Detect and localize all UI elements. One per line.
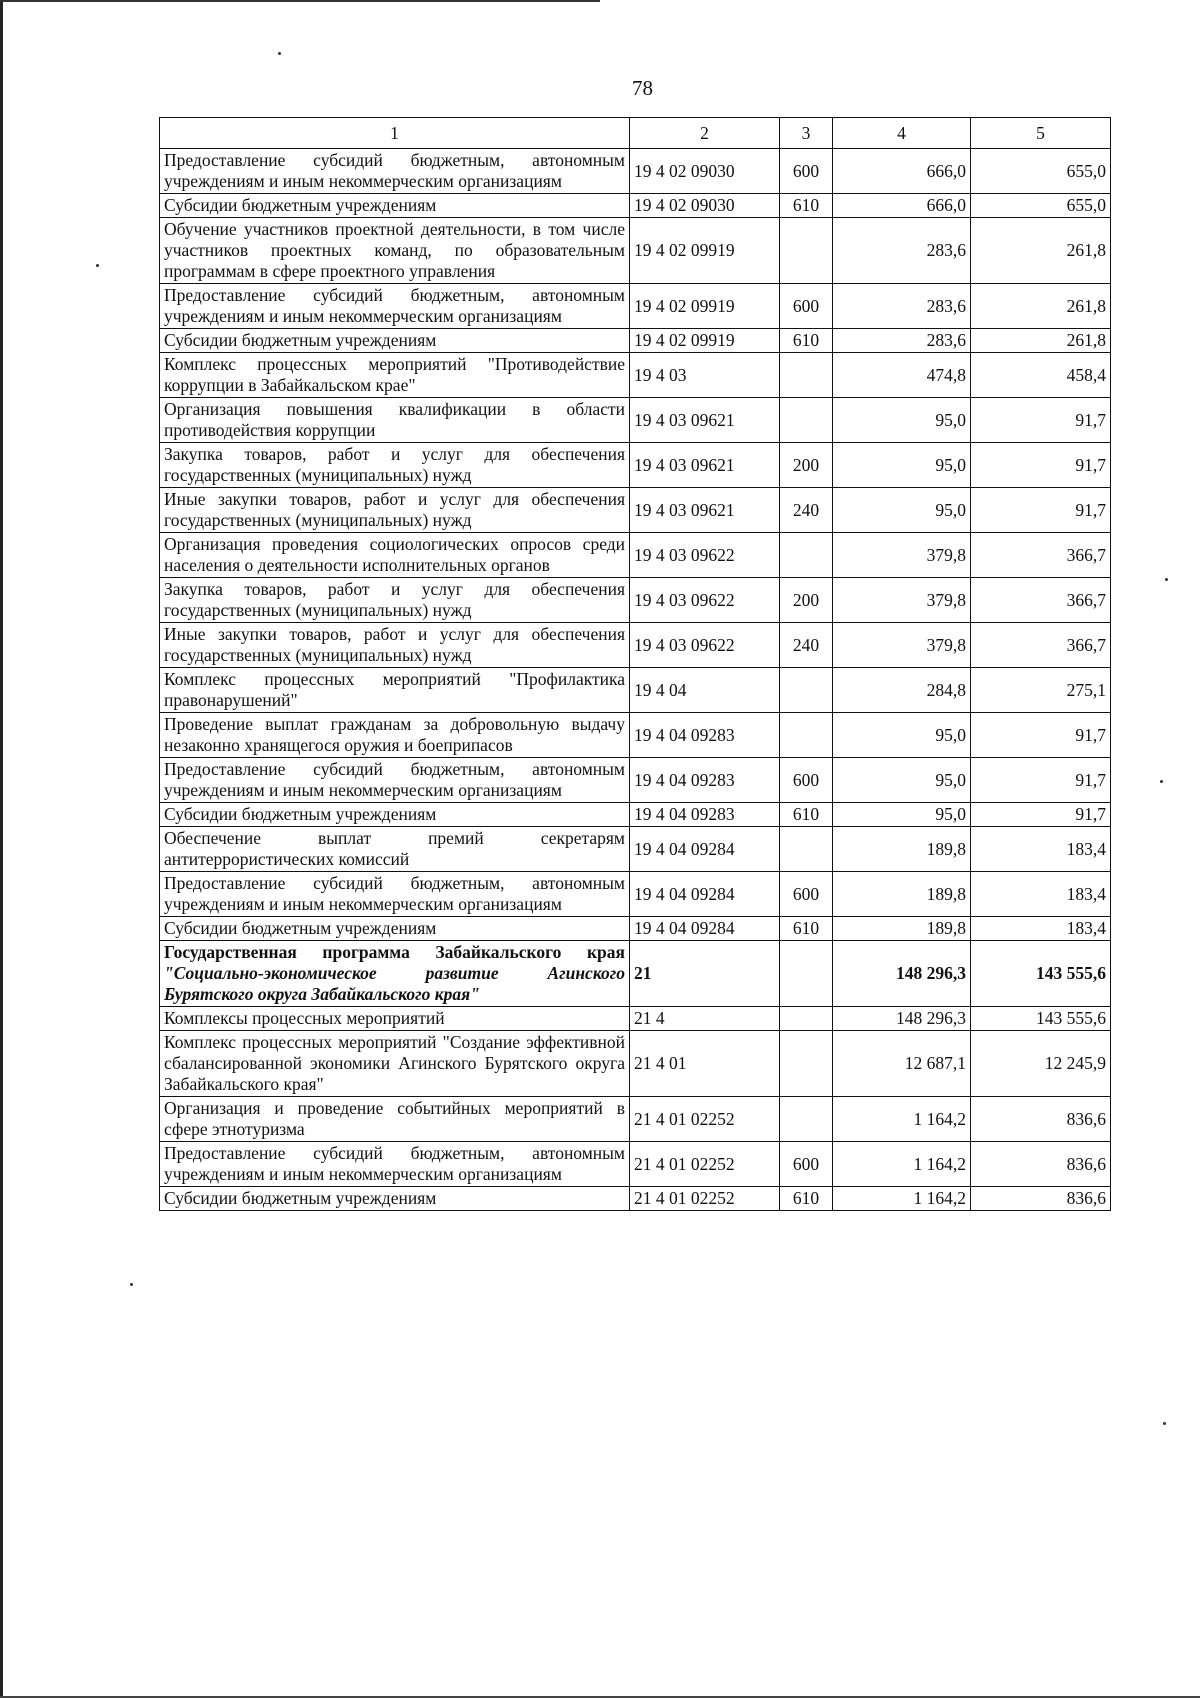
table-row	[160, 1142, 1111, 1187]
row-code-cell: 19 4 02 09030	[630, 149, 780, 194]
row-name-cell: Закупка товаров, работ и услуг для обеспечения государственных (муниципальных) нужд	[160, 443, 630, 488]
row-code-cell: 21 4 01 02252	[630, 1142, 780, 1187]
header-col-2: 2	[630, 118, 780, 149]
row-expense-type-cell	[780, 668, 833, 713]
row-value-col4-cell: 95,0	[833, 488, 971, 533]
table-row	[160, 917, 1111, 941]
row-code-cell: 21 4 01 02252	[630, 1187, 780, 1211]
row-code-cell: 21 4 01	[630, 1031, 780, 1097]
table-row	[160, 668, 1111, 713]
table-row	[160, 398, 1111, 443]
row-name-cell: Субсидии бюджетным учреждениям	[160, 329, 630, 353]
row-code-cell: 19 4 03 09622	[630, 533, 780, 578]
row-code-cell: 19 4 04 09284	[630, 827, 780, 872]
row-code-cell: 21 4 01 02252	[630, 1097, 780, 1142]
scan-speck	[1163, 1422, 1166, 1425]
budget-table	[159, 117, 1111, 1211]
row-value-col5-cell: 458,4	[971, 353, 1111, 398]
row-name-cell: Комплекс процессных мероприятий "Создание эффективной сбалансированной экономики Агинского Бурятского округа Забайкальского края"	[160, 1031, 630, 1097]
row-value-col4-cell: 95,0	[833, 713, 971, 758]
row-name-cell: Предоставление субсидий бюджетным, автономным учреждениям и иным некоммерческим организациям	[160, 149, 630, 194]
row-expense-type-cell: 200	[780, 443, 833, 488]
row-value-col4-cell: 283,6	[833, 218, 971, 284]
table-body	[160, 149, 1111, 1211]
row-expense-type-cell	[780, 827, 833, 872]
row-value-col4-cell: 95,0	[833, 443, 971, 488]
row-value-col5-cell: 366,7	[971, 533, 1111, 578]
row-value-col4-cell: 189,8	[833, 872, 971, 917]
row-expense-type-cell: 610	[780, 917, 833, 941]
row-name-cell: Субсидии бюджетным учреждениям	[160, 917, 630, 941]
row-name-cell: Комплекс процессных мероприятий "Профилактика правонарушений"	[160, 668, 630, 713]
row-name-cell: Организация проведения социологических опросов среди населения о деятельности исполнительных органов	[160, 533, 630, 578]
row-expense-type-cell	[780, 398, 833, 443]
row-value-col4-cell: 1 164,2	[833, 1142, 971, 1187]
row-value-col5-cell: 183,4	[971, 872, 1111, 917]
row-name-cell: Проведение выплат гражданам за добровольную выдачу незаконно хранящегося оружия и боеприпасов	[160, 713, 630, 758]
table-row	[160, 758, 1111, 803]
row-expense-type-cell: 240	[780, 623, 833, 668]
table-row	[160, 827, 1111, 872]
row-value-col5-cell: 836,6	[971, 1097, 1111, 1142]
table-row	[160, 623, 1111, 668]
row-code-cell: 19 4 03 09622	[630, 623, 780, 668]
table-row	[160, 488, 1111, 533]
row-value-col5-cell: 183,4	[971, 917, 1111, 941]
row-value-col4-cell: 379,8	[833, 533, 971, 578]
row-expense-type-cell	[780, 533, 833, 578]
row-value-col5-cell: 366,7	[971, 623, 1111, 668]
row-value-col5-cell: 91,7	[971, 488, 1111, 533]
table-row	[160, 1187, 1111, 1211]
row-expense-type-cell: 610	[780, 329, 833, 353]
row-name-cell: Предоставление субсидий бюджетным, автономным учреждениям и иным некоммерческим организациям	[160, 758, 630, 803]
row-value-col5-cell: 836,6	[971, 1187, 1111, 1211]
scan-speck	[130, 1283, 133, 1286]
row-expense-type-cell: 600	[780, 149, 833, 194]
header-row	[160, 118, 1111, 149]
row-value-col4-cell: 95,0	[833, 398, 971, 443]
row-value-col5-cell: 91,7	[971, 443, 1111, 488]
row-expense-type-cell: 600	[780, 1142, 833, 1187]
page-number: 78	[632, 76, 653, 100]
row-name-cell: Субсидии бюджетным учреждениям	[160, 194, 630, 218]
scan-speck	[96, 264, 99, 267]
row-value-col4-cell: 189,8	[833, 827, 971, 872]
row-expense-type-cell: 600	[780, 284, 833, 329]
row-expense-type-cell	[780, 1097, 833, 1142]
row-name-cell: Комплексы процессных мероприятий	[160, 1007, 630, 1031]
row-value-col4-cell: 284,8	[833, 668, 971, 713]
row-name-cell: Предоставление субсидий бюджетным, автономным учреждениям и иным некоммерческим организациям	[160, 872, 630, 917]
row-value-col4-cell: 283,6	[833, 329, 971, 353]
row-value-col5-cell: 91,7	[971, 758, 1111, 803]
row-code-cell: 19 4 03 09621	[630, 488, 780, 533]
row-expense-type-cell: 600	[780, 872, 833, 917]
row-value-col4-cell: 95,0	[833, 758, 971, 803]
table-row	[160, 194, 1111, 218]
header-col-3: 3	[780, 118, 833, 149]
row-name-cell: Организация и проведение событийных мероприятий в сфере этнотуризма	[160, 1097, 630, 1142]
row-expense-type-cell: 200	[780, 578, 833, 623]
table-row	[160, 578, 1111, 623]
row-value-col4-cell: 12 687,1	[833, 1031, 971, 1097]
table-row	[160, 713, 1111, 758]
row-value-col5-cell: 655,0	[971, 194, 1111, 218]
row-code-cell: 19 4 04 09283	[630, 713, 780, 758]
row-code-cell: 19 4 02 09919	[630, 218, 780, 284]
row-code-cell: 19 4 03 09622	[630, 578, 780, 623]
row-value-col5-cell: 91,7	[971, 398, 1111, 443]
row-name-cell: Субсидии бюджетным учреждениям	[160, 1187, 630, 1211]
row-code-cell: 19 4 04 09284	[630, 917, 780, 941]
row-value-col5-cell: 261,8	[971, 218, 1111, 284]
table-row	[160, 872, 1111, 917]
row-code-cell: 19 4 04	[630, 668, 780, 713]
row-code-cell: 19 4 03 09621	[630, 398, 780, 443]
row-value-col4-cell: 95,0	[833, 803, 971, 827]
table-row	[160, 353, 1111, 398]
row-name-cell: Закупка товаров, работ и услуг для обеспечения государственных (муниципальных) нужд	[160, 578, 630, 623]
row-name-cell: Иные закупки товаров, работ и услуг для обеспечения государственных (муниципальных) нужд	[160, 488, 630, 533]
row-value-col4-cell: 666,0	[833, 149, 971, 194]
row-expense-type-cell: 610	[780, 803, 833, 827]
row-name-cell: Обучение участников проектной деятельности, в том числе участников проектных команд, по образовательным программам в сфере проектного управления	[160, 218, 630, 284]
row-name-cell: Предоставление субсидий бюджетным, автономным учреждениям и иным некоммерческим организациям	[160, 284, 630, 329]
table-row	[160, 218, 1111, 284]
row-value-col5-cell: 261,8	[971, 329, 1111, 353]
table-row	[160, 1007, 1111, 1031]
row-value-col4-cell: 189,8	[833, 917, 971, 941]
row-value-col5-cell: 91,7	[971, 713, 1111, 758]
row-value-col4-cell: 148 296,3	[833, 941, 971, 1007]
row-code-cell: 19 4 02 09030	[630, 194, 780, 218]
row-name-cell: Комплекс процессных мероприятий "Противодействие коррупции в Забайкальском крае"	[160, 353, 630, 398]
row-value-col5-cell: 143 555,6	[971, 941, 1111, 1007]
row-code-cell: 19 4 03	[630, 353, 780, 398]
row-expense-type-cell	[780, 1031, 833, 1097]
row-value-col4-cell: 1 164,2	[833, 1187, 971, 1211]
row-value-col4-cell: 148 296,3	[833, 1007, 971, 1031]
row-expense-type-cell	[780, 1007, 833, 1031]
row-name-cell: Государственная программа Забайкальского края "Социально-экономическое развитие Агинского Бурятского округа Забайкальского края"	[160, 941, 630, 1007]
row-name-cell: Обеспечение выплат премий секретарям антитеррористических комиссий	[160, 827, 630, 872]
table-row	[160, 284, 1111, 329]
table-row	[160, 941, 1111, 1007]
header-col-5: 5	[971, 118, 1111, 149]
row-value-col5-cell: 143 555,6	[971, 1007, 1111, 1031]
row-expense-type-cell	[780, 941, 833, 1007]
row-code-cell: 19 4 02 09919	[630, 329, 780, 353]
scan-speck	[278, 52, 281, 55]
table-row	[160, 1097, 1111, 1142]
row-name-cell: Организация повышения квалификации в области противодействия коррупции	[160, 398, 630, 443]
scan-speck	[1165, 578, 1168, 581]
row-value-col4-cell: 283,6	[833, 284, 971, 329]
scan-speck	[1160, 780, 1163, 783]
row-value-col5-cell: 836,6	[971, 1142, 1111, 1187]
header-col-4: 4	[833, 118, 971, 149]
scan-left-edge	[0, 0, 3, 1698]
row-name-cell: Предоставление субсидий бюджетным, автономным учреждениям и иным некоммерческим организациям	[160, 1142, 630, 1187]
row-value-col5-cell: 366,7	[971, 578, 1111, 623]
row-value-col4-cell: 379,8	[833, 578, 971, 623]
table-row	[160, 149, 1111, 194]
row-value-col5-cell: 91,7	[971, 803, 1111, 827]
table-row	[160, 803, 1111, 827]
row-value-col5-cell: 275,1	[971, 668, 1111, 713]
row-expense-type-cell: 610	[780, 194, 833, 218]
row-expense-type-cell	[780, 353, 833, 398]
row-name-cell: Субсидии бюджетным учреждениям	[160, 803, 630, 827]
row-value-col4-cell: 379,8	[833, 623, 971, 668]
row-value-col4-cell: 666,0	[833, 194, 971, 218]
row-code-cell: 19 4 03 09621	[630, 443, 780, 488]
table-row	[160, 1031, 1111, 1097]
row-code-cell: 21	[630, 941, 780, 1007]
row-code-cell: 19 4 02 09919	[630, 284, 780, 329]
row-code-cell: 21 4	[630, 1007, 780, 1031]
row-code-cell: 19 4 04 09284	[630, 872, 780, 917]
header-col-1: 1	[160, 118, 630, 149]
table-row	[160, 533, 1111, 578]
table-row	[160, 443, 1111, 488]
row-value-col4-cell: 474,8	[833, 353, 971, 398]
row-expense-type-cell	[780, 218, 833, 284]
row-value-col5-cell: 183,4	[971, 827, 1111, 872]
table-row	[160, 329, 1111, 353]
scan-top-edge	[0, 0, 600, 2]
row-expense-type-cell: 610	[780, 1187, 833, 1211]
row-value-col5-cell: 261,8	[971, 284, 1111, 329]
row-name-cell: Иные закупки товаров, работ и услуг для обеспечения государственных (муниципальных) нужд	[160, 623, 630, 668]
row-code-cell: 19 4 04 09283	[630, 758, 780, 803]
row-value-col4-cell: 1 164,2	[833, 1097, 971, 1142]
row-value-col5-cell: 12 245,9	[971, 1031, 1111, 1097]
row-code-cell: 19 4 04 09283	[630, 803, 780, 827]
row-expense-type-cell: 600	[780, 758, 833, 803]
row-expense-type-cell	[780, 713, 833, 758]
row-value-col5-cell: 655,0	[971, 149, 1111, 194]
row-expense-type-cell: 240	[780, 488, 833, 533]
